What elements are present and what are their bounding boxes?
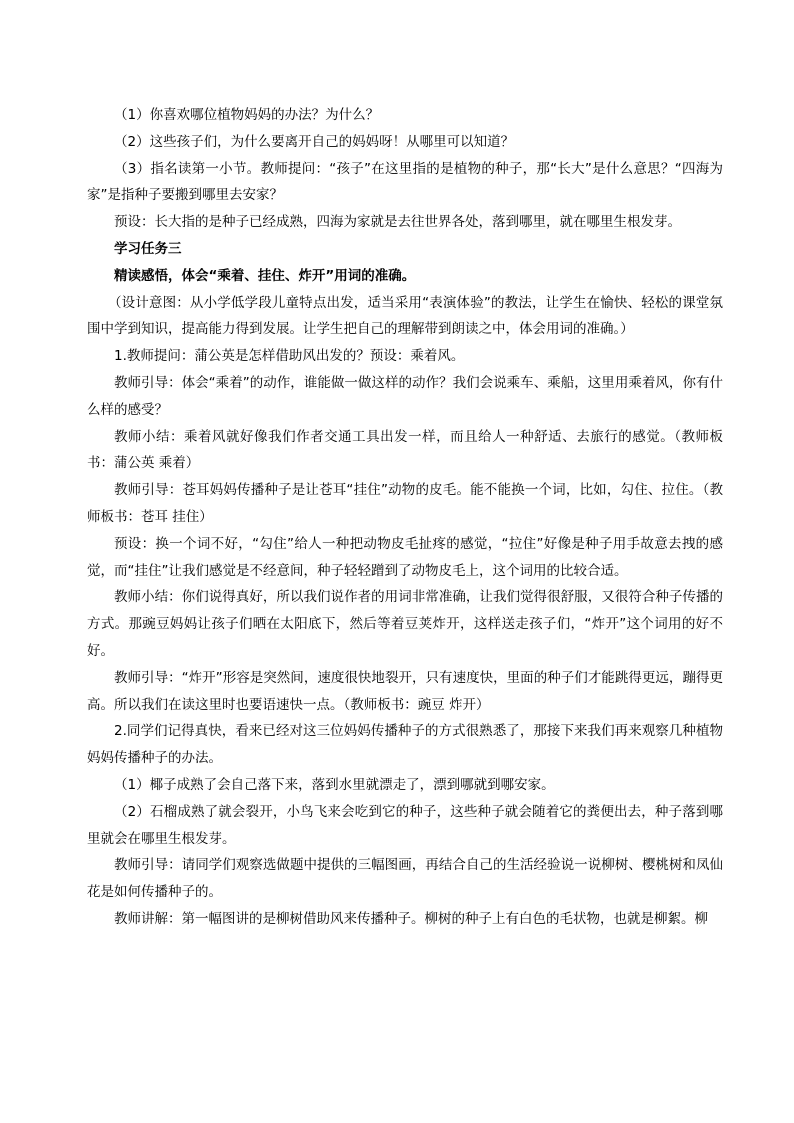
paragraph-summary-1: 教师小结：乘着风就好像我们作者交通工具出发一样，而且给人一种舒适、去旅行的感觉。（教师板书：蒲公英 乘着）: [87, 428, 723, 472]
paragraph-coconut: （1）椰子成熟了会自己落下来，落到水里就漂走了，漂到哪就到哪安家。: [114, 776, 555, 793]
section-subheading: 精读感悟，体会“乘着、挂住、炸开”用词的准确。: [114, 267, 416, 284]
paragraph-preset-1: 预设：长大指的是种子已经成熟，四海为家就是去往世界各处，落到哪里，就在哪里生根发芽。: [114, 214, 681, 231]
paragraph-item-1: 1.教师提问：蒲公英是怎样借助风出发的？预设：乘着风。: [114, 348, 465, 365]
paragraph-guide-4: 教师引导：请同学们观察选做题中提供的三幅图画，再结合自己的生活经验说一说柳树、樱桃树和凤仙花是如何传播种子的。: [87, 857, 723, 901]
paragraph-explanation: 教师讲解：第一幅图讲的是柳树借助风来传播种子。柳树的种子上有白色的毛状物，也就是柳絮。柳: [114, 910, 708, 927]
paragraph-guide-1: 教师引导：体会“乘着”的动作，谁能做一做这样的动作？我们会说乘车、乘船，这里用乘着风，你有什么样的感受？: [87, 374, 723, 418]
paragraph-question-1: （1）你喜欢哪位植物妈妈的办法？为什么？: [114, 107, 380, 123]
section-heading-task-3: 学习任务三: [114, 240, 182, 257]
paragraph-question-2: （2）这些孩子们，为什么要离开自己的妈妈呀！从哪里可以知道？: [114, 133, 515, 150]
paragraph-guide-3: 教师引导：“炸开”形容是突然间，速度很快地裂开，只有速度快，里面的种子们才能跳得更远，蹦得更高。所以我们在读这里时也要语速快一点。（教师板书：豌豆 炸开）: [87, 669, 723, 713]
paragraph-preset-2: 预设：换一个词不好，“勾住”给人一种把动物皮毛扯疼的感觉，“拉住”好像是种子用手故意去拽的感觉，而“挂住”让我们感觉是不经意间，种子轻轻蹭到了动物皮毛上，这个词用的比较合适。: [87, 535, 723, 579]
paragraph-pomegranate: （2）石榴成熟了就会裂开，小鸟飞来会吃到它的种子，这些种子就会随着它的粪便出去，种子落到哪里就会在哪里生根发芽。: [87, 803, 723, 847]
paragraph-item-2: 2.同学们记得真快，看来已经对这三位妈妈传播种子的方式很熟悉了，那接下来我们再来观察几种植物妈妈传播种子的办法。: [87, 723, 723, 767]
paragraph-guide-2: 教师引导：苍耳妈妈传播种子是让苍耳“挂住”动物的皮毛。能不能换一个词，比如，勾住、拉住。（教师板书：苍耳 挂住）: [87, 482, 723, 525]
paragraph-design-intent: （设计意图：从小学低学段儿童特点出发，适当采用“表演体验”的教法，让学生在愉快、轻松的课堂氛围中学到知识，提高能力得到发展。让学生把自己的理解带到朗读之中，体会用词的准确。）: [87, 294, 723, 338]
document-page: [87, 102, 723, 933]
paragraph-question-3: （3）指名读第一小节。教师提问：“孩子”在这里指的是植物的种子，那“长大”是什么意思？“四海为家”是指种子要搬到哪里去安家？: [87, 160, 723, 204]
paragraph-summary-2: 教师小结：你们说得真好，所以我们说作者的用词非常准确，让我们觉得很舒服，又很符合种子传播的方式。那豌豆妈妈让孩子们晒在太阳底下，然后等着豆荚炸开，这样送走孩子们，“炸开”这个词用的好不好。: [87, 589, 723, 659]
